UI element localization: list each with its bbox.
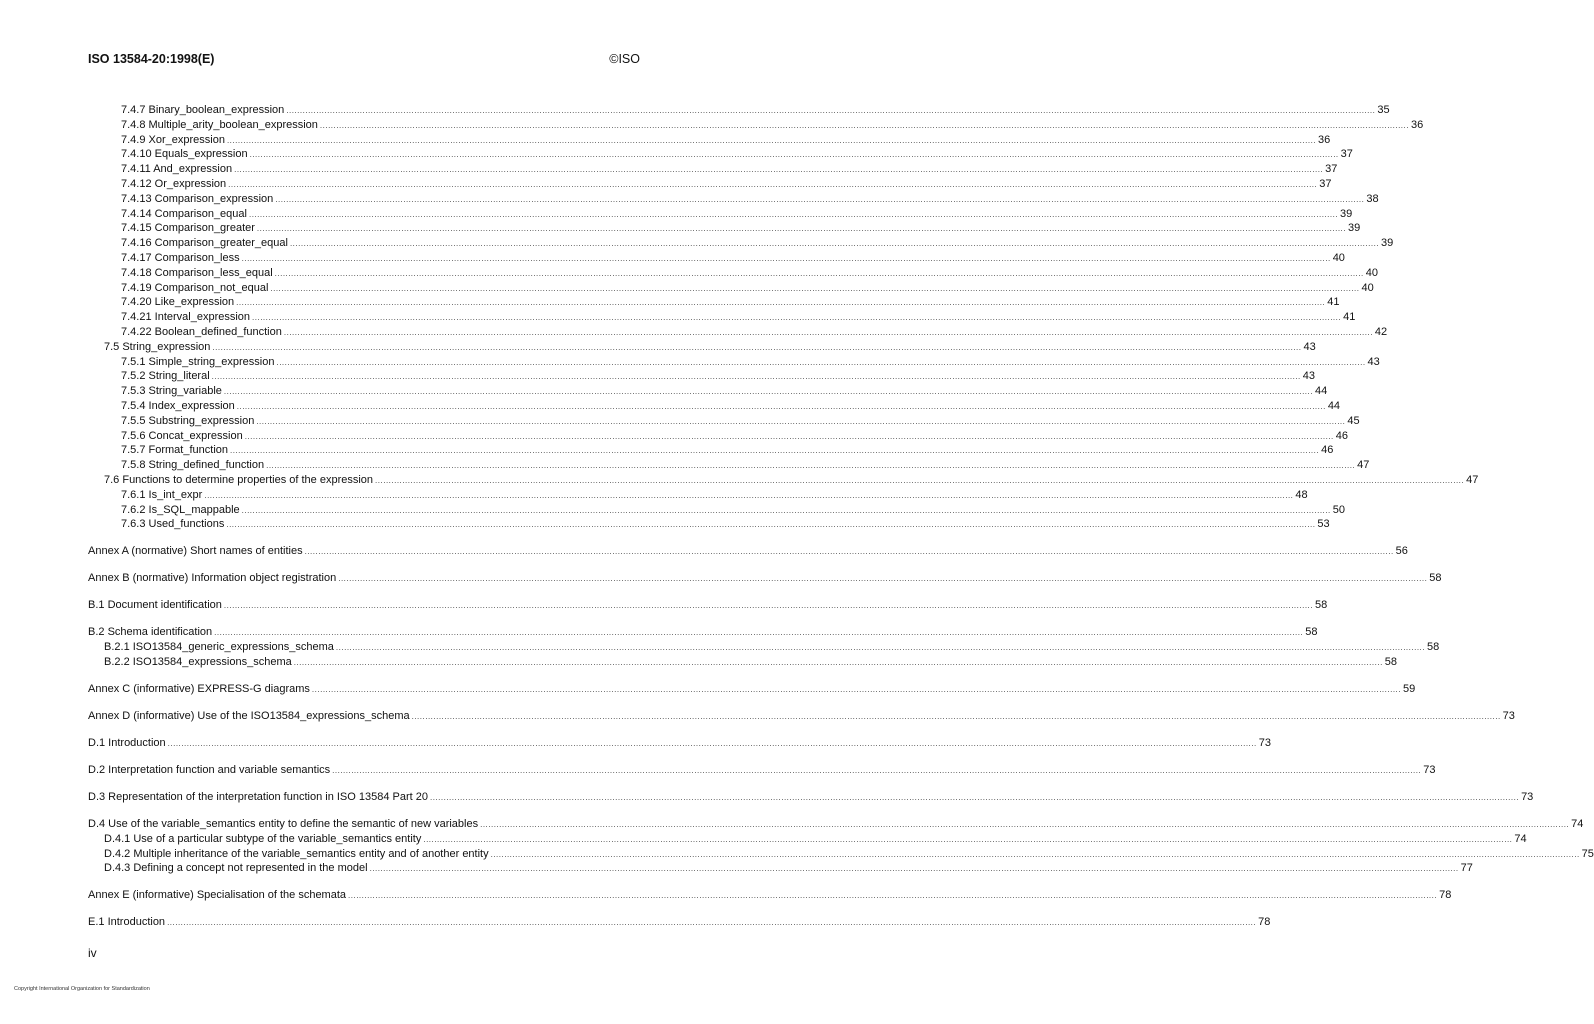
- toc-entry-label: D.4.3 Defining a concept not represented in the model: [104, 862, 368, 875]
- toc-entry[interactable]: [121, 251, 1345, 265]
- toc-dot-leader: ................................................................................................................................................................................................................................................................................................................................................................................................................: [286, 106, 1376, 115]
- toc-entry[interactable]: [121, 458, 1370, 472]
- toc-entry-label: 7.5.6 Concat_expression: [121, 429, 243, 442]
- toc-page-number: 43: [1367, 355, 1380, 368]
- toc-entry[interactable]: [121, 133, 1331, 147]
- toc-page-number: 39: [1347, 222, 1361, 235]
- toc-entry-label: D.4.2 Multiple inheritance of the variable_semantics entity and of another entity: [104, 847, 489, 860]
- toc-page-number: 78: [1439, 889, 1452, 902]
- copyright-notice: Copyright International Organization for Standardization: [14, 986, 150, 992]
- toc-entry[interactable]: [104, 640, 1440, 654]
- toc-entry[interactable]: [121, 207, 1353, 221]
- toc-entry[interactable]: [88, 790, 1534, 804]
- toc-dot-leader: ................................................................................................................................................................................................................................................................................................................................................................................................................: [335, 643, 1425, 653]
- toc-page-number: 58: [1314, 599, 1328, 612]
- toc-dot-leader: ................................................................................................................................................................................................................................................................................................................................................................................................................: [332, 766, 1422, 775]
- toc-entry[interactable]: [121, 325, 1388, 339]
- toc-entry-label: Annex B (normative) Information object registration: [88, 572, 337, 585]
- toc-entry[interactable]: [121, 369, 1315, 383]
- toc-dot-leader: ................................................................................................................................................................................................................................................................................................................................................................................................................: [283, 328, 1373, 337]
- toc-page-number: 44: [1314, 385, 1328, 398]
- toc-page-number: 58: [1426, 641, 1440, 654]
- toc-dot-leader: ................................................................................................................................................................................................................................................................................................................................................................................................................: [430, 793, 1520, 802]
- toc-dot-leader: ................................................................................................................................................................................................................................................................................................................................................................................................................: [256, 416, 1346, 426]
- toc-entry[interactable]: [121, 162, 1338, 176]
- toc-page-number: 37: [1319, 178, 1332, 190]
- toc-entry-label: 7.6.2 Is_SQL_mappable: [121, 503, 240, 516]
- page-number: iv: [88, 946, 97, 960]
- toc-entry-label: 7.4.13 Comparison_expression: [121, 192, 274, 205]
- toc-page-number: 58: [1384, 656, 1398, 668]
- toc-page-number: 73: [1423, 764, 1436, 776]
- toc-entry[interactable]: [121, 236, 1394, 250]
- toc-entry-label: 7.5.4 Index_expression: [121, 400, 235, 412]
- toc-page-number: 47: [1357, 459, 1370, 472]
- toc-entry[interactable]: [121, 414, 1360, 428]
- toc-dot-leader: ................................................................................................................................................................................................................................................................................................................................................................................................................: [369, 864, 1459, 874]
- toc-entry-label: 7.5.1 Simple_string_expression: [121, 355, 275, 368]
- toc-entry-label: 7.5 String_expression: [104, 340, 211, 353]
- toc-page-number: 56: [1395, 545, 1408, 558]
- toc-entry-label: 7.5.7 Format_function: [121, 444, 229, 457]
- toc-page-number: 40: [1361, 281, 1374, 294]
- toc-dot-leader: ................................................................................................................................................................................................................................................................................................................................................................................................................: [276, 357, 1366, 367]
- toc-entry-label: 7.4.9 Xor_expression: [121, 133, 225, 146]
- toc-dot-leader: ................................................................................................................................................................................................................................................................................................................................................................................................................: [293, 658, 1383, 667]
- toc-entry-label: D.3 Representation of the interpretation function in ISO 13584 Part 20: [88, 791, 428, 803]
- toc-entry-label: B.1 Document identification: [88, 599, 222, 612]
- toc-entry-label: 7.5.3 String_variable: [121, 385, 222, 398]
- toc-page-number: 38: [1366, 192, 1379, 205]
- toc-dot-leader: ................................................................................................................................................................................................................................................................................................................................................................................................................: [289, 239, 1380, 249]
- toc-page-number: 37: [1340, 148, 1353, 161]
- toc-entry-label: Annex D (informative) Use of the ISO13584_expressions_schema: [88, 710, 410, 722]
- toc-entry[interactable]: [121, 192, 1379, 206]
- toc-page-number: 41: [1327, 296, 1340, 309]
- toc-dot-leader: ................................................................................................................................................................................................................................................................................................................................................................................................................: [256, 224, 1346, 234]
- toc-entry-label: 7.4.10 Equals_expression: [121, 148, 248, 161]
- toc-dot-leader: ................................................................................................................................................................................................................................................................................................................................................................................................................: [249, 150, 1339, 160]
- toc-dot-leader: ................................................................................................................................................................................................................................................................................................................................................................................................................: [423, 834, 1513, 844]
- toc-page-number: 37: [1325, 163, 1338, 176]
- toc-page-number: 47: [1466, 474, 1479, 486]
- toc-dot-leader: ................................................................................................................................................................................................................................................................................................................................................................................................................: [223, 601, 1313, 611]
- toc-entry-label: D.4 Use of the variable_semantics entity to define the semantic of new variables: [88, 818, 479, 830]
- toc-page-number: 39: [1340, 207, 1353, 220]
- toc-dot-leader: ................................................................................................................................................................................................................................................................................................................................................................................................................: [226, 135, 1317, 145]
- toc-dot-leader: ................................................................................................................................................................................................................................................................................................................................................................................................................: [304, 547, 1394, 557]
- toc-entry-label: D.4.1 Use of a particular subtype of the variable_semantics entity: [104, 832, 422, 845]
- toc-entry-label: D.2 Interpretation function and variable semantics: [88, 764, 331, 776]
- toc-page-number: 73: [1502, 710, 1515, 722]
- toc-entry[interactable]: [121, 399, 1341, 413]
- toc-entry[interactable]: [88, 544, 1408, 558]
- toc-dot-leader: ................................................................................................................................................................................................................................................................................................................................................................................................................: [411, 712, 1501, 721]
- toc-dot-leader: ................................................................................................................................................................................................................................................................................................................................................................................................................: [228, 180, 1318, 189]
- toc-dot-leader: ................................................................................................................................................................................................................................................................................................................................................................................................................: [167, 918, 1257, 928]
- toc-entry-label: 7.5.5 Substring_expression: [121, 414, 255, 427]
- toc-dot-leader: ................................................................................................................................................................................................................................................................................................................................................................................................................: [234, 165, 1324, 175]
- toc-entry[interactable]: [121, 295, 1340, 309]
- toc-entry[interactable]: [88, 598, 1328, 612]
- toc-entry-label: D.1 Introduction: [88, 737, 166, 749]
- toc-page-number: 74: [1514, 832, 1527, 845]
- toc-entry[interactable]: [88, 763, 1436, 777]
- toc-entry[interactable]: [121, 281, 1374, 295]
- toc-dot-leader: ................................................................................................................................................................................................................................................................................................................................................................................................................: [214, 628, 1304, 638]
- toc-page-number: 44: [1327, 400, 1341, 412]
- toc-entry-label: 7.4.11 And_expression: [121, 163, 233, 176]
- toc-entry-label: 7.4.8 Multiple_arity_boolean_expression: [121, 118, 318, 131]
- toc-dot-leader: ................................................................................................................................................................................................................................................................................................................................................................................................................: [338, 574, 1428, 584]
- toc-dot-leader: ................................................................................................................................................................................................................................................................................................................................................................................................................: [274, 268, 1364, 278]
- toc-page-number: 59: [1402, 683, 1416, 695]
- toc-entry[interactable]: [88, 817, 1584, 831]
- toc-dot-leader: ................................................................................................................................................................................................................................................................................................................................................................................................................: [348, 891, 1438, 901]
- toc-dot-leader: ................................................................................................................................................................................................................................................................................................................................................................................................................: [311, 685, 1401, 694]
- toc-entry-label: 7.6.1 Is_int_expr: [121, 488, 203, 501]
- toc-entry[interactable]: [104, 847, 1594, 861]
- toc-entry-label: 7.4.12 Or_expression: [121, 178, 227, 190]
- toc-entry[interactable]: [121, 443, 1334, 457]
- toc-dot-leader: ................................................................................................................................................................................................................................................................................................................................................................................................................: [270, 283, 1360, 293]
- toc-dot-leader: ................................................................................................................................................................................................................................................................................................................................................................................................................: [375, 476, 1465, 485]
- toc-entry[interactable]: [121, 355, 1380, 369]
- toc-entry[interactable]: [88, 682, 1416, 696]
- toc-page-number: 45: [1347, 414, 1360, 427]
- toc-entry[interactable]: [104, 655, 1398, 669]
- toc-entry-label: 7.6.3 Used_functions: [121, 518, 225, 531]
- toc-dot-leader: ................................................................................................................................................................................................................................................................................................................................................................................................................: [319, 120, 1409, 130]
- toc-entry[interactable]: [88, 736, 1271, 750]
- toc-entry-label: B.2.2 ISO13584_expressions_schema: [104, 656, 292, 668]
- toc-entry[interactable]: [121, 503, 1345, 517]
- toc-entry[interactable]: [88, 915, 1271, 929]
- toc-entry-label: Annex E (informative) Specialisation of the schemata: [88, 889, 347, 902]
- toc-dot-leader: ................................................................................................................................................................................................................................................................................................................................................................................................................: [248, 209, 1339, 219]
- toc-dot-leader: ................................................................................................................................................................................................................................................................................................................................................................................................................: [167, 739, 1257, 748]
- copyright-mark: ©ISO: [609, 52, 640, 66]
- toc-entry-label: 7.4.17 Comparison_less: [121, 252, 240, 264]
- toc-entry-label: Annex A (normative) Short names of entities: [88, 545, 303, 558]
- toc-entry[interactable]: [88, 625, 1318, 639]
- toc-dot-leader: ................................................................................................................................................................................................................................................................................................................................................................................................................: [266, 461, 1356, 471]
- toc-entry-label: 7.4.14 Comparison_equal: [121, 207, 247, 220]
- toc-dot-leader: ................................................................................................................................................................................................................................................................................................................................................................................................................: [226, 520, 1316, 530]
- toc-page-number: 35: [1377, 104, 1390, 116]
- toc-entry[interactable]: [104, 340, 1316, 354]
- toc-dot-leader: ................................................................................................................................................................................................................................................................................................................................................................................................................: [244, 431, 1334, 441]
- toc-page-number: 78: [1258, 916, 1271, 929]
- toc-dot-leader: ................................................................................................................................................................................................................................................................................................................................................................................................................: [230, 446, 1320, 456]
- toc-dot-leader: ................................................................................................................................................................................................................................................................................................................................................................................................................: [223, 387, 1313, 397]
- toc-dot-leader: ................................................................................................................................................................................................................................................................................................................................................................................................................: [241, 505, 1331, 515]
- toc-page-number: 36: [1318, 133, 1331, 146]
- toc-entry[interactable]: [88, 571, 1442, 585]
- toc-page-number: 48: [1295, 488, 1308, 501]
- toc-page-number: 73: [1521, 791, 1534, 803]
- toc-dot-leader: ................................................................................................................................................................................................................................................................................................................................................................................................................: [211, 372, 1301, 382]
- toc-page-number: 74: [1571, 818, 1584, 830]
- toc-page-number: 50: [1332, 503, 1345, 516]
- toc-entry-label: 7.4.15 Comparison_greater: [121, 222, 255, 235]
- toc-entry[interactable]: [121, 118, 1424, 132]
- toc-entry-label: 7.4.7 Binary_boolean_expression: [121, 104, 285, 116]
- toc-dot-leader: ................................................................................................................................................................................................................................................................................................................................................................................................................: [241, 254, 1331, 263]
- toc-dot-leader: ................................................................................................................................................................................................................................................................................................................................................................................................................: [204, 490, 1294, 500]
- toc-entry[interactable]: [104, 473, 1479, 487]
- toc-entry[interactable]: [104, 861, 1473, 875]
- toc-entry[interactable]: [121, 177, 1332, 191]
- toc-entry[interactable]: [121, 103, 1390, 117]
- toc-page-number: 36: [1410, 118, 1424, 131]
- toc-entry-label: 7.4.21 Interval_expression: [121, 311, 251, 324]
- toc-entry[interactable]: [104, 832, 1527, 846]
- toc-page-number: 42: [1374, 326, 1388, 338]
- toc-entry[interactable]: [121, 221, 1361, 235]
- toc-dot-leader: ................................................................................................................................................................................................................................................................................................................................................................................................................: [275, 194, 1365, 204]
- toc-dot-leader: ................................................................................................................................................................................................................................................................................................................................................................................................................: [236, 298, 1326, 308]
- toc-entry-label: B.2 Schema identification: [88, 626, 213, 639]
- toc-dot-leader: ................................................................................................................................................................................................................................................................................................................................................................................................................: [212, 342, 1302, 352]
- toc-page-number: 73: [1258, 737, 1271, 749]
- toc-page-number: 43: [1302, 370, 1315, 383]
- toc-entry-label: 7.4.22 Boolean_defined_function: [121, 326, 282, 338]
- toc-dot-leader: ................................................................................................................................................................................................................................................................................................................................................................................................................: [480, 820, 1570, 829]
- toc-dot-leader: ................................................................................................................................................................................................................................................................................................................................................................................................................: [252, 313, 1342, 323]
- toc-page-number: 40: [1365, 266, 1378, 279]
- toc-entry-label: 7.4.16 Comparison_greater_equal: [121, 237, 288, 250]
- toc-page-number: 40: [1332, 252, 1345, 264]
- toc-entry[interactable]: [121, 147, 1353, 161]
- toc-page-number: 53: [1317, 518, 1330, 531]
- toc-page-number: 43: [1303, 340, 1316, 353]
- document-title: ISO 13584-20:1998(E): [88, 52, 215, 66]
- toc-entry[interactable]: [88, 709, 1515, 723]
- toc-entry-label: 7.4.19 Comparison_not_equal: [121, 281, 269, 294]
- toc-page-number: 58: [1305, 626, 1318, 639]
- toc-page-number: 41: [1343, 311, 1356, 324]
- toc-entry-label: 7.6 Functions to determine properties of the expression: [104, 474, 374, 486]
- toc-entry[interactable]: [88, 888, 1452, 902]
- toc-entry[interactable]: [121, 310, 1356, 324]
- toc-page-number: 75: [1581, 847, 1594, 860]
- toc-dot-leader: ................................................................................................................................................................................................................................................................................................................................................................................................................: [490, 849, 1580, 859]
- toc-page-number: 58: [1429, 572, 1442, 585]
- toc-entry-label: 7.4.18 Comparison_less_equal: [121, 266, 273, 279]
- toc-page-number: 46: [1335, 429, 1348, 442]
- toc-dot-leader: ................................................................................................................................................................................................................................................................................................................................................................................................................: [236, 402, 1326, 411]
- toc-entry-label: 7.5.2 String_literal: [121, 370, 210, 383]
- toc-page-number: 46: [1321, 444, 1334, 457]
- toc-entry-label: Annex C (informative) EXPRESS-G diagrams: [88, 683, 310, 695]
- toc-entry[interactable]: [121, 517, 1330, 531]
- toc-entry-label: 7.4.20 Like_expression: [121, 296, 235, 309]
- toc-entry[interactable]: [121, 488, 1308, 502]
- toc-entry-label: B.2.1 ISO13584_generic_expressions_schema: [104, 641, 334, 654]
- toc-entry[interactable]: [121, 266, 1378, 280]
- toc-page-number: 39: [1381, 237, 1394, 250]
- toc-entry[interactable]: [121, 384, 1328, 398]
- toc-entry-label: E.1 Introduction: [88, 916, 166, 929]
- toc-entry[interactable]: [121, 429, 1348, 443]
- toc-entry-label: 7.5.8 String_defined_function: [121, 459, 265, 472]
- toc-page-number: 77: [1460, 862, 1473, 875]
